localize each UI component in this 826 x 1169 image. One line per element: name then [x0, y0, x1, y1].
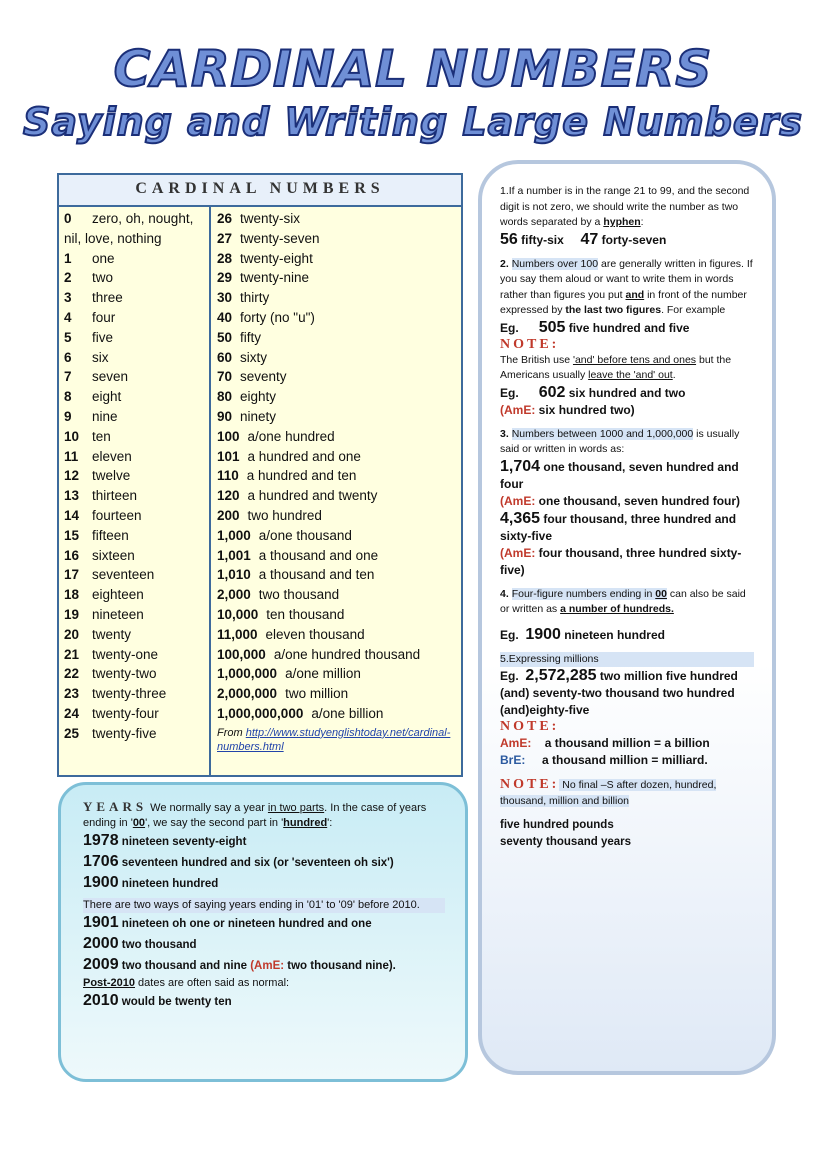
example-1900: [500, 626, 754, 644]
number-words: a/one hundred thousand: [273, 646, 421, 662]
number-words: one: [92, 250, 115, 266]
number-row: [64, 328, 209, 348]
years-two-ways: There are two ways of saying years ending in '01' to '09' before 2010.: [83, 898, 445, 913]
number-row: [217, 664, 463, 684]
years-intro-00: 00: [132, 817, 146, 829]
years-intro-text2: . In the case of years ending in ': [83, 802, 427, 829]
number-figure: 1,000: [217, 527, 251, 543]
number-row: [217, 605, 463, 625]
example-602: [500, 384, 754, 402]
year-example-1706: [83, 852, 445, 873]
number-figure: 11,000: [217, 626, 258, 642]
number-row: [64, 367, 209, 387]
rule-1-text: 1.If a number is in the range 21 to 99, and the second digit is not zero, we should write the number as two words separated by a: [500, 185, 750, 228]
example-years: seventy thousand years: [500, 836, 632, 848]
ame-label: (AmE:: [500, 402, 536, 417]
number-words: twenty: [92, 626, 132, 642]
number-words: a hundred and ten: [246, 468, 357, 484]
ame-label: (AmE:: [500, 545, 536, 560]
years-intro: [83, 799, 445, 831]
bre-milliard: [500, 752, 754, 769]
rule-4-text: can also be said or written as: [500, 587, 746, 615]
rule-1-colon: :: [640, 216, 644, 228]
number-figure: 50: [217, 329, 233, 345]
number-words: two thousand: [258, 587, 340, 603]
number-row: [217, 546, 463, 566]
number-words: two million: [285, 686, 349, 702]
number-words: a/one hundred: [247, 428, 335, 444]
rule-1-hyphen: hyphen: [603, 216, 641, 228]
number-figure: 25: [64, 725, 80, 741]
number-row: [64, 565, 209, 585]
number-row: [217, 585, 463, 605]
number-words: zero, oh, nought, nil, love, nothing: [64, 211, 194, 246]
example-words: two million five hundred (and) seventy-two thousand two hundred (and)eighty-five: [500, 669, 738, 717]
year-example-2000: [83, 934, 445, 955]
ame-label: AmE:: [500, 736, 532, 750]
rule-3: [500, 427, 754, 458]
year-example-1978: [83, 831, 445, 852]
years-box: [58, 782, 468, 1082]
ame-billion-text: a thousand million = a billion: [544, 736, 710, 750]
number-words: sixteen: [92, 547, 135, 563]
table-left-column: [64, 209, 209, 744]
year-number: 2009: [83, 956, 119, 973]
number-row: [217, 229, 463, 249]
number-row: [217, 427, 463, 447]
number-row: [217, 387, 463, 407]
number-figure: 100: [217, 428, 240, 444]
source-link[interactable]: http://www.studyenglishtoday.net/cardinal-numbers.html: [217, 726, 451, 753]
number-row: [217, 407, 463, 427]
number-words: a hundred and one: [247, 448, 361, 464]
example-number: 4,365: [500, 509, 541, 527]
number-words: sixty: [240, 349, 268, 365]
note-1-text: The British use: [500, 353, 573, 366]
number-figure: 17: [64, 567, 80, 583]
number-words: twenty-nine: [240, 270, 310, 286]
year-number: 1900: [83, 874, 119, 891]
years-intro-text3: ', we say the second part in ': [145, 817, 284, 829]
number-row: [64, 407, 209, 427]
number-figure: 2,000: [217, 587, 251, 603]
number-row: [217, 308, 463, 328]
number-words: eleven: [92, 448, 132, 464]
example-number: 47: [580, 230, 599, 248]
eg-label: Eg.: [500, 627, 519, 642]
number-figure: 101: [217, 448, 240, 464]
number-words: ninety: [240, 408, 277, 424]
number-figure: 1,010: [217, 567, 251, 583]
number-words: twenty-one: [92, 646, 159, 662]
number-row: [64, 209, 209, 249]
year-example-2009: [83, 955, 445, 976]
number-figure: 24: [64, 705, 80, 721]
years-intro-hundred: hundred: [283, 817, 328, 829]
number-words: six: [92, 349, 109, 365]
number-words: a/one billion: [311, 705, 384, 721]
post-2010-label: Post-2010: [83, 977, 135, 989]
number-words: eighty: [240, 389, 277, 405]
number-figure: 10: [64, 428, 80, 444]
note-1-title: NOTE:: [500, 336, 560, 352]
example-number: 2,572,285: [525, 667, 597, 684]
example-words: one thousand, seven hundred and four: [500, 459, 739, 491]
example-words: four thousand, three hundred and sixty-five: [500, 511, 737, 543]
note-1-period: .: [672, 369, 676, 381]
years-intro-underline: in two parts: [267, 802, 325, 814]
note-3-title: NOTE:: [500, 777, 560, 792]
number-row: [64, 526, 209, 546]
rule-4-num: 4.: [500, 587, 512, 600]
example-1704: [500, 458, 754, 493]
example-56-47: [500, 231, 754, 249]
number-words: seven: [92, 369, 129, 385]
number-figure: 3: [64, 290, 72, 306]
number-figure: 15: [64, 527, 80, 543]
years-post-2010: [83, 976, 445, 991]
example-words: forty-seven: [598, 232, 667, 247]
number-words: twenty-two: [92, 666, 157, 682]
note-1-underline: 'and' before tens and ones: [572, 353, 697, 366]
number-row: [64, 664, 209, 684]
number-words: a/one million: [285, 666, 361, 682]
number-figure: 100,000: [217, 646, 266, 662]
number-words: twenty-six: [240, 211, 301, 226]
number-row: [64, 645, 209, 665]
number-figure: 4: [64, 309, 72, 325]
table-right-column: [217, 209, 463, 754]
number-row: [64, 348, 209, 368]
number-words: seventeen: [92, 567, 155, 583]
number-words: fifteen: [92, 527, 129, 543]
rule-3-num: 3.: [500, 427, 512, 440]
number-words: a thousand and one: [258, 547, 379, 563]
number-row: [217, 249, 463, 269]
year-words: nineteen oh one or nineteen hundred and one: [118, 918, 372, 930]
example-words: five hundred and five: [565, 320, 690, 335]
rules-box: [478, 160, 776, 1075]
number-figure: 12: [64, 468, 80, 484]
bre-label: BrE:: [500, 753, 526, 767]
year-number: 1706: [83, 853, 119, 870]
rule-2-and: and: [625, 288, 645, 301]
example-4365-ame: [500, 545, 754, 579]
example-602-ame: [500, 402, 754, 419]
year-words: nineteen seventy-eight: [118, 836, 247, 848]
number-words: ten thousand: [266, 606, 345, 622]
number-words: five: [92, 329, 114, 345]
rule-5: 5.Expressing millions: [500, 652, 754, 668]
number-row: [217, 268, 463, 288]
number-words: three: [92, 290, 123, 306]
example-words: fifty-six: [517, 232, 564, 247]
rule-2-highlight: Numbers over 100: [511, 257, 599, 270]
number-row: [217, 288, 463, 308]
number-figure: 14: [64, 507, 80, 523]
year-words: nineteen hundred: [118, 878, 219, 890]
example-number: 56: [500, 230, 518, 248]
example-words: nineteen hundred: [560, 627, 665, 642]
number-words: twenty-three: [92, 686, 167, 702]
number-figure: 0: [64, 211, 72, 226]
number-row: [64, 308, 209, 328]
rule-2-text3: . For example: [661, 304, 726, 316]
example-4365: [500, 510, 754, 545]
year-number: 2000: [83, 935, 119, 952]
years-intro-text: We normally say a year: [147, 802, 268, 814]
number-words: fifty: [240, 329, 262, 345]
ame-label: (AmE:: [500, 493, 536, 508]
example-words: six hundred and two: [565, 385, 686, 400]
number-row: [64, 268, 209, 288]
cardinal-numbers-table: [57, 173, 463, 777]
example-number: 1900: [525, 625, 561, 643]
page-title: CARDINAL NUMBERS: [113, 40, 713, 98]
number-figure: 5: [64, 329, 72, 345]
rule-2-num: 2.: [500, 257, 512, 270]
rule-2-bold: the last two figures: [565, 304, 662, 316]
note-1: [500, 353, 754, 384]
number-row: [217, 486, 463, 506]
rule-4-highlight: Four-figure numbers ending in: [511, 587, 656, 600]
rule-4-underline: a number of hundreds.: [560, 603, 674, 615]
example-2572285: [500, 667, 754, 719]
number-words: thirty: [240, 290, 270, 306]
year-example-1900: [83, 873, 445, 894]
number-figure: 19: [64, 606, 80, 622]
number-row: [64, 387, 209, 407]
year-words: would be twenty ten: [118, 996, 232, 1008]
number-row: [64, 427, 209, 447]
year-number: 2010: [83, 992, 119, 1009]
number-words: a thousand and ten: [258, 567, 375, 583]
number-words: eight: [92, 389, 122, 405]
number-words: two hundred: [247, 507, 322, 523]
number-row: [64, 684, 209, 704]
number-row: [217, 506, 463, 526]
example-number: 1,704: [500, 457, 541, 475]
number-figure: 1,001: [217, 547, 251, 563]
number-figure: 1,000,000,000: [217, 705, 304, 721]
bre-milliard-text: a thousand million = milliard.: [542, 753, 708, 767]
year-example-2010: [83, 991, 445, 1012]
number-words: nine: [92, 408, 118, 424]
number-figure: 200: [217, 507, 240, 523]
source-line: [217, 726, 463, 754]
year-number: 1901: [83, 914, 119, 931]
number-figure: 13: [64, 488, 80, 504]
number-row: [217, 367, 463, 387]
year-number: 1978: [83, 832, 119, 849]
post-2010-text: dates are often said as normal:: [134, 977, 290, 989]
number-figure: 16: [64, 547, 80, 563]
example-words-ame: one thousand, seven hundred four): [535, 493, 741, 508]
number-words: twelve: [92, 468, 131, 484]
number-figure: 70: [217, 369, 233, 385]
number-row: [217, 466, 463, 486]
eg-label: Eg.: [500, 385, 519, 400]
year-words: two thousand and nine: [118, 960, 251, 972]
number-words: twenty-eight: [240, 250, 313, 266]
note-3: [500, 777, 754, 809]
number-figure: 18: [64, 587, 80, 603]
number-row: [217, 684, 463, 704]
number-words: ten: [92, 428, 111, 444]
page-subtitle: Saying and Writing Large Numbers: [23, 100, 803, 144]
number-row: [64, 506, 209, 526]
eg-label: Eg.: [500, 320, 519, 335]
number-row: [217, 565, 463, 585]
rule-2-text2: in front of the number expressed by: [500, 288, 747, 316]
note-1-text2: but the Americans usually: [500, 353, 732, 381]
number-figure: 29: [217, 270, 233, 286]
example-words-ame: six hundred two): [535, 402, 635, 417]
number-figure: 30: [217, 290, 233, 306]
rule-4-00: 00: [655, 587, 667, 600]
table-heading: CARDINAL NUMBERS: [59, 175, 461, 207]
number-row: [217, 209, 463, 229]
number-figure: 6: [64, 349, 72, 365]
table-divider: [209, 207, 211, 775]
number-words: forty (no "u"): [240, 309, 315, 325]
note-2-title: NOTE:: [500, 719, 560, 734]
number-words: nineteen: [92, 606, 144, 622]
number-figure: 40: [217, 309, 233, 325]
number-figure: 23: [64, 686, 80, 702]
year-words: seventeen hundred and six (or 'seventeen oh six'): [118, 857, 394, 869]
number-figure: 8: [64, 389, 72, 405]
example-pounds: five hundred pounds: [500, 819, 614, 831]
source-prefix: From: [217, 726, 246, 739]
rule-2: [500, 257, 754, 319]
number-row: [217, 447, 463, 467]
number-figure: 80: [217, 389, 233, 405]
number-row: [217, 526, 463, 546]
ame-billion: [500, 735, 754, 752]
number-figure: 90: [217, 408, 233, 424]
number-row: [64, 546, 209, 566]
number-row: [64, 447, 209, 467]
rule-2-text: are generally written in figures. If you say them aloud or want to write them in words rather than figures you put: [500, 257, 753, 301]
number-words: twenty-four: [92, 705, 159, 721]
note-3-text: No final –S after dozen, hundred, thousand, million and billion: [500, 779, 717, 807]
number-row: [64, 585, 209, 605]
number-figure: 28: [217, 250, 233, 266]
number-figure: 10,000: [217, 606, 259, 622]
number-row: [64, 466, 209, 486]
number-row: [64, 249, 209, 269]
rule-1: [500, 184, 754, 231]
year-words: two thousand: [118, 939, 197, 951]
rule-4: [500, 587, 754, 618]
years-intro-text4: ':: [327, 817, 333, 829]
number-figure: 11: [64, 448, 79, 464]
number-figure: 20: [64, 626, 80, 642]
number-figure: 110: [217, 468, 239, 484]
number-words: thirteen: [92, 488, 138, 504]
number-words: eighteen: [92, 587, 144, 603]
note-1-underline2: leave the 'and' out: [588, 369, 673, 381]
example-number: 602: [538, 383, 566, 401]
number-words: a/one thousand: [258, 527, 352, 543]
number-row: [64, 724, 209, 744]
number-words: two: [92, 270, 114, 286]
number-words: eleven thousand: [265, 626, 365, 642]
number-words: four: [92, 309, 116, 325]
ame-label: (AmE:: [250, 960, 285, 972]
number-figure: 120: [217, 488, 240, 504]
number-figure: 1: [64, 250, 72, 266]
number-figure: 60: [217, 349, 233, 365]
number-row: [64, 605, 209, 625]
year-example-1901: [83, 913, 445, 934]
rule-3-highlight: Numbers between 1000 and 1,000,000: [511, 427, 694, 440]
example-words-ame: four thousand, three hundred sixty-five): [500, 545, 742, 577]
number-row: [217, 625, 463, 645]
number-row: [217, 704, 463, 724]
number-row: [217, 645, 463, 665]
number-row: [64, 288, 209, 308]
number-figure: 7: [64, 369, 72, 385]
number-row: [64, 704, 209, 724]
rule-3-text: is usually said or written in words as:: [500, 427, 740, 455]
number-figure: 27: [217, 230, 233, 246]
number-words: fourteen: [92, 507, 142, 523]
number-words: twenty-five: [92, 725, 157, 741]
number-row: [217, 328, 463, 348]
number-words: twenty-seven: [240, 230, 320, 246]
example-number: 505: [538, 318, 566, 336]
number-words: a hundred and twenty: [247, 488, 378, 504]
number-figure: 26: [217, 211, 233, 226]
number-words: seventy: [240, 369, 287, 385]
number-figure: 9: [64, 408, 72, 424]
number-figure: 22: [64, 666, 80, 682]
number-figure: 1,000,000: [217, 666, 278, 682]
number-row: [64, 625, 209, 645]
number-row: [64, 486, 209, 506]
number-figure: 2,000,000: [217, 686, 278, 702]
year-words-ame: two thousand nine).: [284, 960, 396, 972]
years-title: YEARS: [83, 799, 148, 814]
eg-label: Eg.: [500, 669, 519, 683]
number-figure: 2: [64, 270, 72, 286]
example-505: [500, 319, 754, 337]
number-row: [217, 348, 463, 368]
example-1704-ame: [500, 493, 754, 510]
number-figure: 21: [64, 646, 80, 662]
